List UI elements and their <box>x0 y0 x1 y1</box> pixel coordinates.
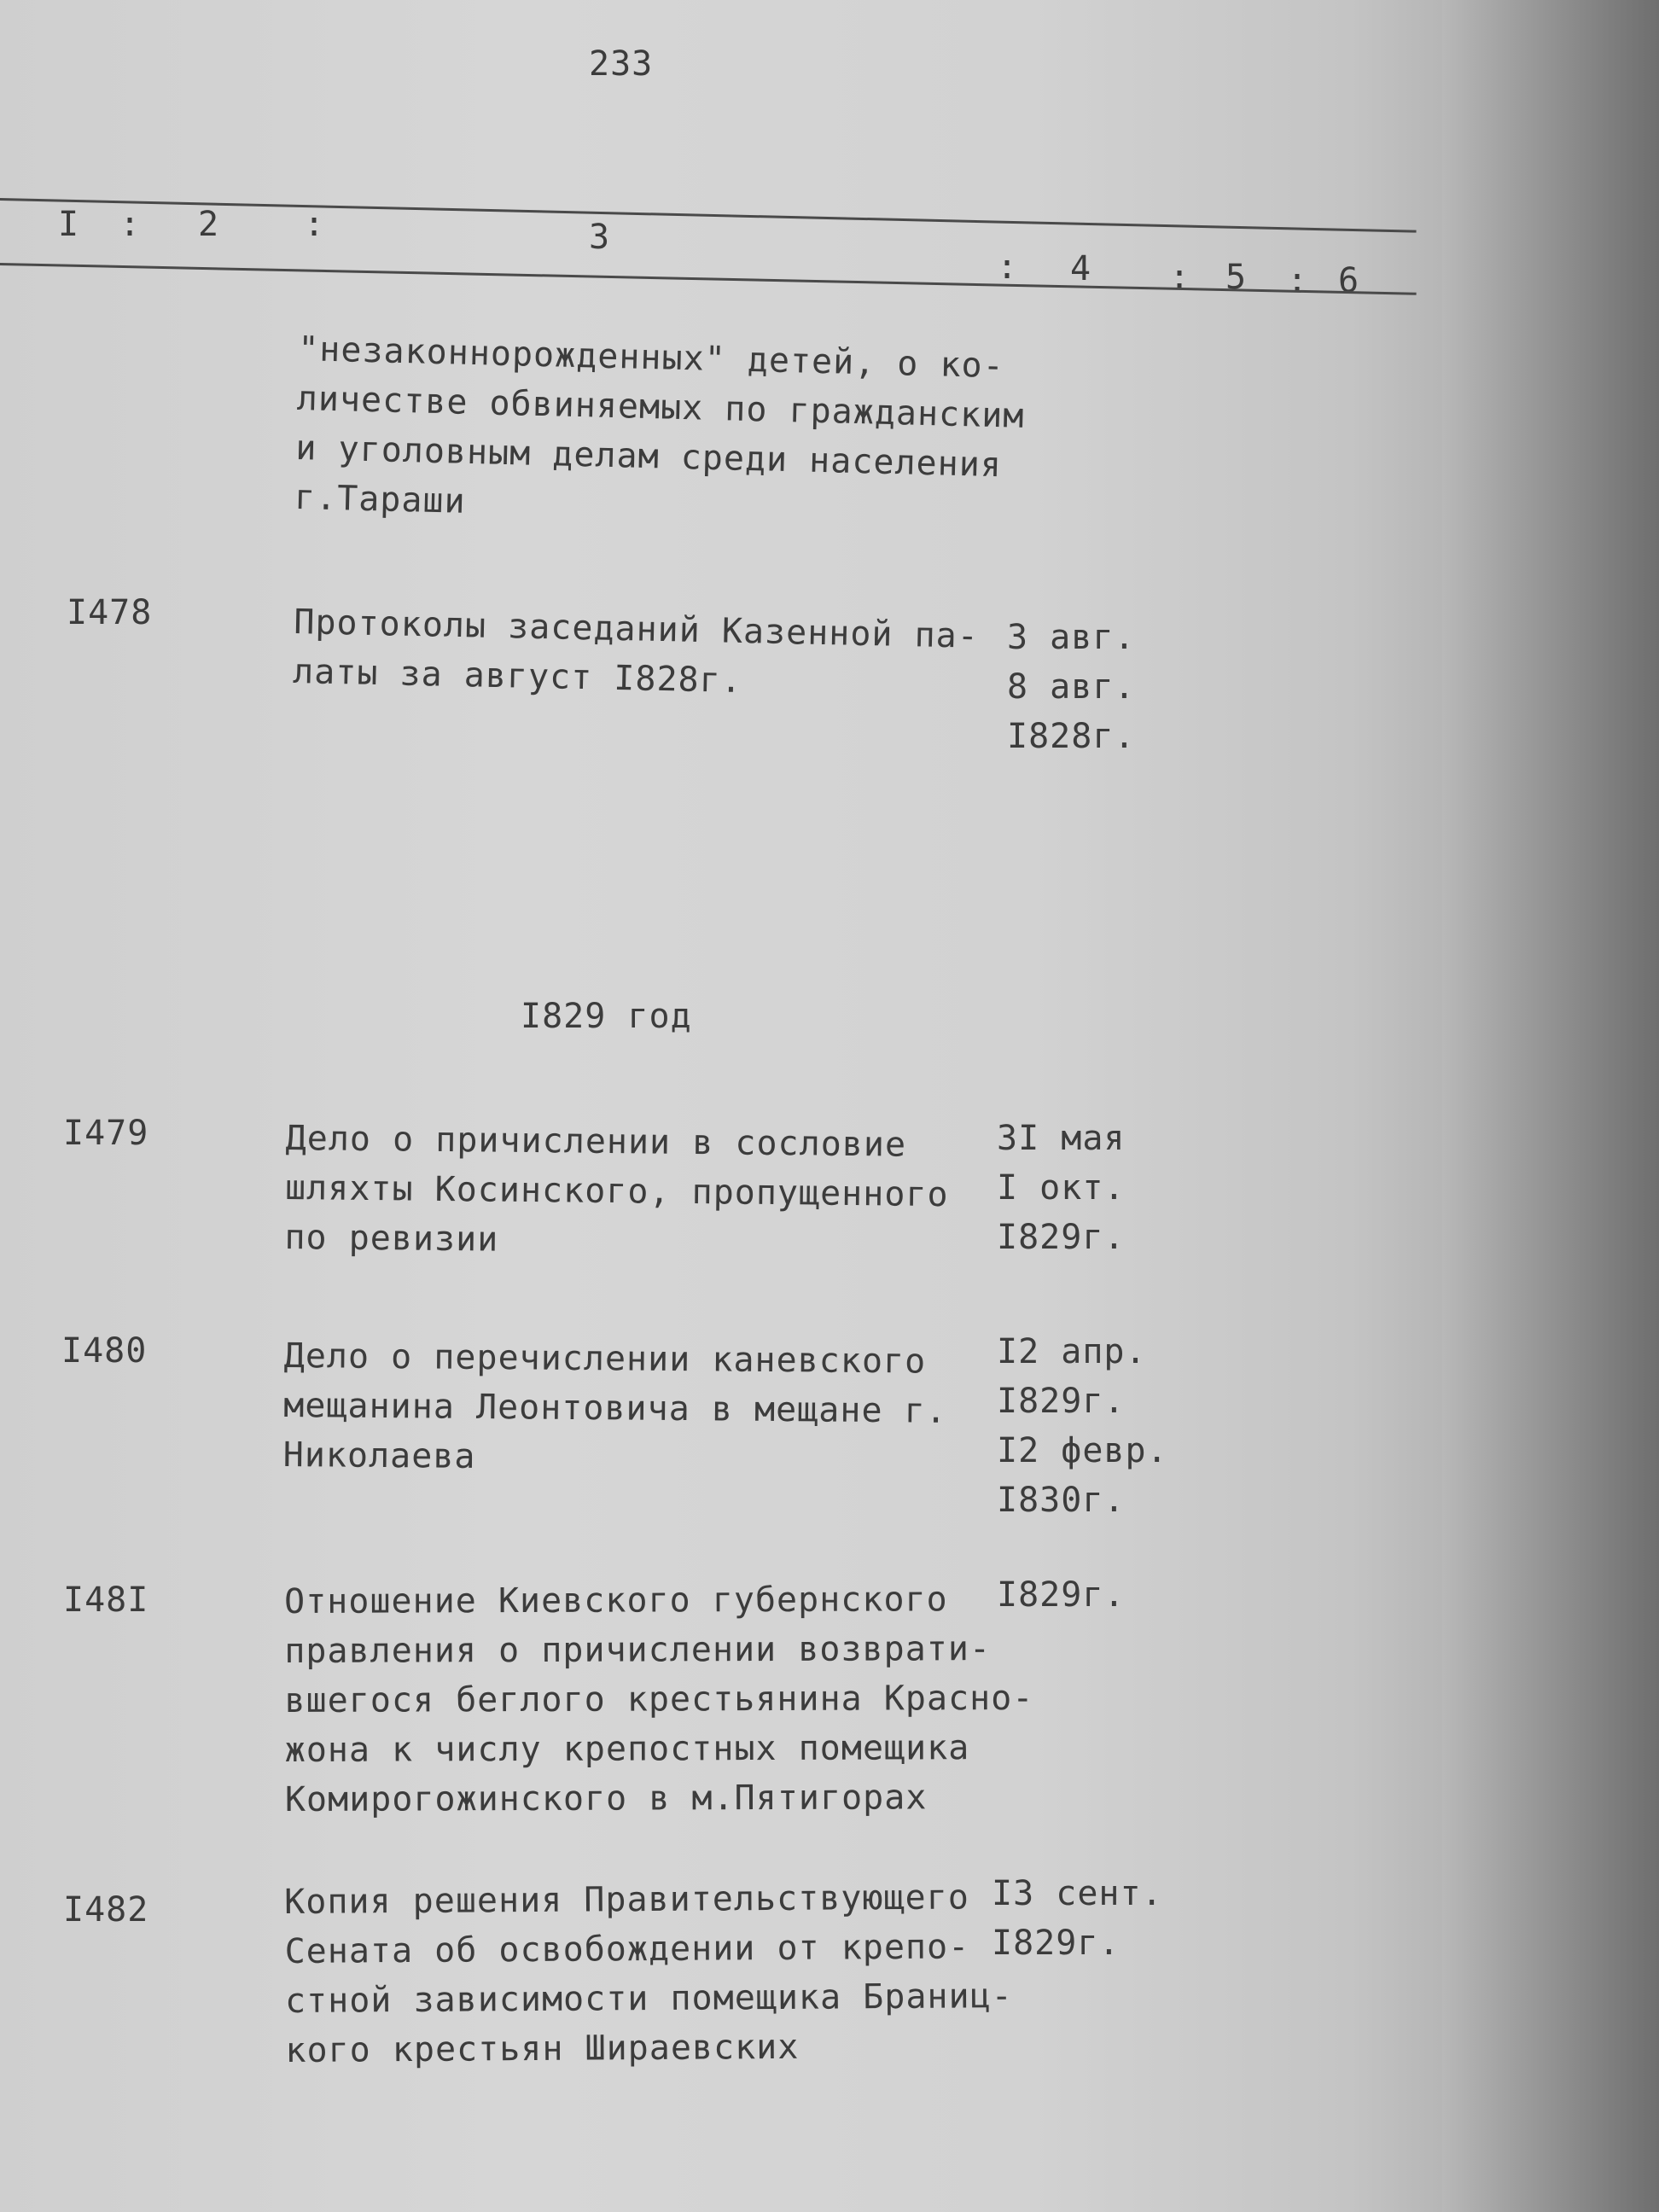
date-line: I3 сент. <box>992 1874 1163 1913</box>
continued-entry-description <box>294 324 1026 540</box>
entry-dates <box>997 1570 1126 1620</box>
description-line: Сената об освобождении от крепо- <box>284 1927 970 1971</box>
description-line: шляхты Косинского, пропущенного <box>284 1167 949 1215</box>
page-number: 233 <box>589 44 654 84</box>
column-header-4: 4 <box>1070 249 1092 288</box>
description-line: жона к числу крепостных помещика <box>284 1728 970 1770</box>
column-separator: : <box>304 205 326 244</box>
date-line: 3I мая <box>997 1119 1126 1158</box>
description-line: латы за август I828г. <box>292 651 743 701</box>
entry-dates <box>992 1869 1163 1968</box>
date-line: I830г. <box>997 1481 1126 1520</box>
column-separator: : <box>997 247 1019 287</box>
column-header-1: I <box>58 205 80 244</box>
entry-description <box>284 1872 1013 2075</box>
column-header-5: 5 <box>1225 258 1248 297</box>
entry-number: I48I <box>63 1580 149 1620</box>
description-line: по ревизии <box>284 1217 499 1260</box>
entry-number: I482 <box>63 1890 149 1930</box>
column-separator: : <box>1287 261 1309 300</box>
entry-number: I479 <box>63 1114 149 1153</box>
entry-description <box>293 597 980 711</box>
description-line: Копия решения Правительствующего <box>284 1877 969 1922</box>
date-line: I2 апр. <box>997 1332 1147 1371</box>
description-line: Отношение Киевского губернского <box>284 1580 948 1621</box>
description-line: правления о причислении возврати- <box>284 1629 992 1671</box>
date-line: I окт. <box>997 1168 1126 1208</box>
date-line: I829г. <box>992 1924 1121 1963</box>
column-separator: : <box>119 205 142 244</box>
description-line: Николаева <box>282 1435 476 1476</box>
entry-number: I480 <box>61 1331 148 1371</box>
entry-description <box>282 1331 947 1486</box>
description-line: г.Тараши <box>294 477 467 521</box>
year-heading: I829 год <box>521 997 692 1036</box>
description-line: и уголовным делам среди населения <box>294 428 1003 486</box>
description-line: Дело о причислении в сословие <box>285 1118 907 1165</box>
description-line: личестве обвиняемых по гражданским <box>296 378 1025 436</box>
entry-dates <box>997 1114 1126 1262</box>
date-line: I828г. <box>1007 717 1136 756</box>
column-header-2: 2 <box>198 205 220 244</box>
description-line: "незаконнорожденных" детей, о ко- <box>297 329 1005 387</box>
date-line: I829г. <box>997 1382 1126 1421</box>
date-line: I829г. <box>997 1575 1126 1615</box>
date-line: 3 авг. <box>1007 618 1136 657</box>
date-line: I2 февр. <box>997 1431 1168 1470</box>
column-header-6: 6 <box>1338 261 1360 300</box>
column-separator: : <box>1169 258 1191 297</box>
date-line: I829г. <box>997 1218 1126 1257</box>
description-line: Комирогожинского в м.Пятигорах <box>284 1778 928 1819</box>
description-line: кого крестьян Шираевских <box>285 2027 800 2070</box>
page-edge-shadow <box>1442 0 1659 2212</box>
description-line: стной зависимости помещика Браниц- <box>284 1976 1013 2021</box>
entry-description <box>284 1575 1034 1825</box>
description-line: мещанина Леонтовича в мещане г. <box>283 1385 947 1431</box>
entry-dates <box>997 1327 1168 1525</box>
description-line: вшегося беглого крестьянина Красно- <box>284 1678 1034 1720</box>
entry-number: I478 <box>67 593 153 632</box>
description-line: Протоколы заседаний Казенной па- <box>293 602 980 656</box>
date-line: 8 авг. <box>1007 667 1136 707</box>
entry-description <box>284 1114 949 1269</box>
table-header-bottom-rule <box>0 263 1417 295</box>
column-header-3: 3 <box>589 218 611 257</box>
entry-dates <box>1007 613 1136 761</box>
description-line: Дело о перечислении каневского <box>283 1336 927 1382</box>
